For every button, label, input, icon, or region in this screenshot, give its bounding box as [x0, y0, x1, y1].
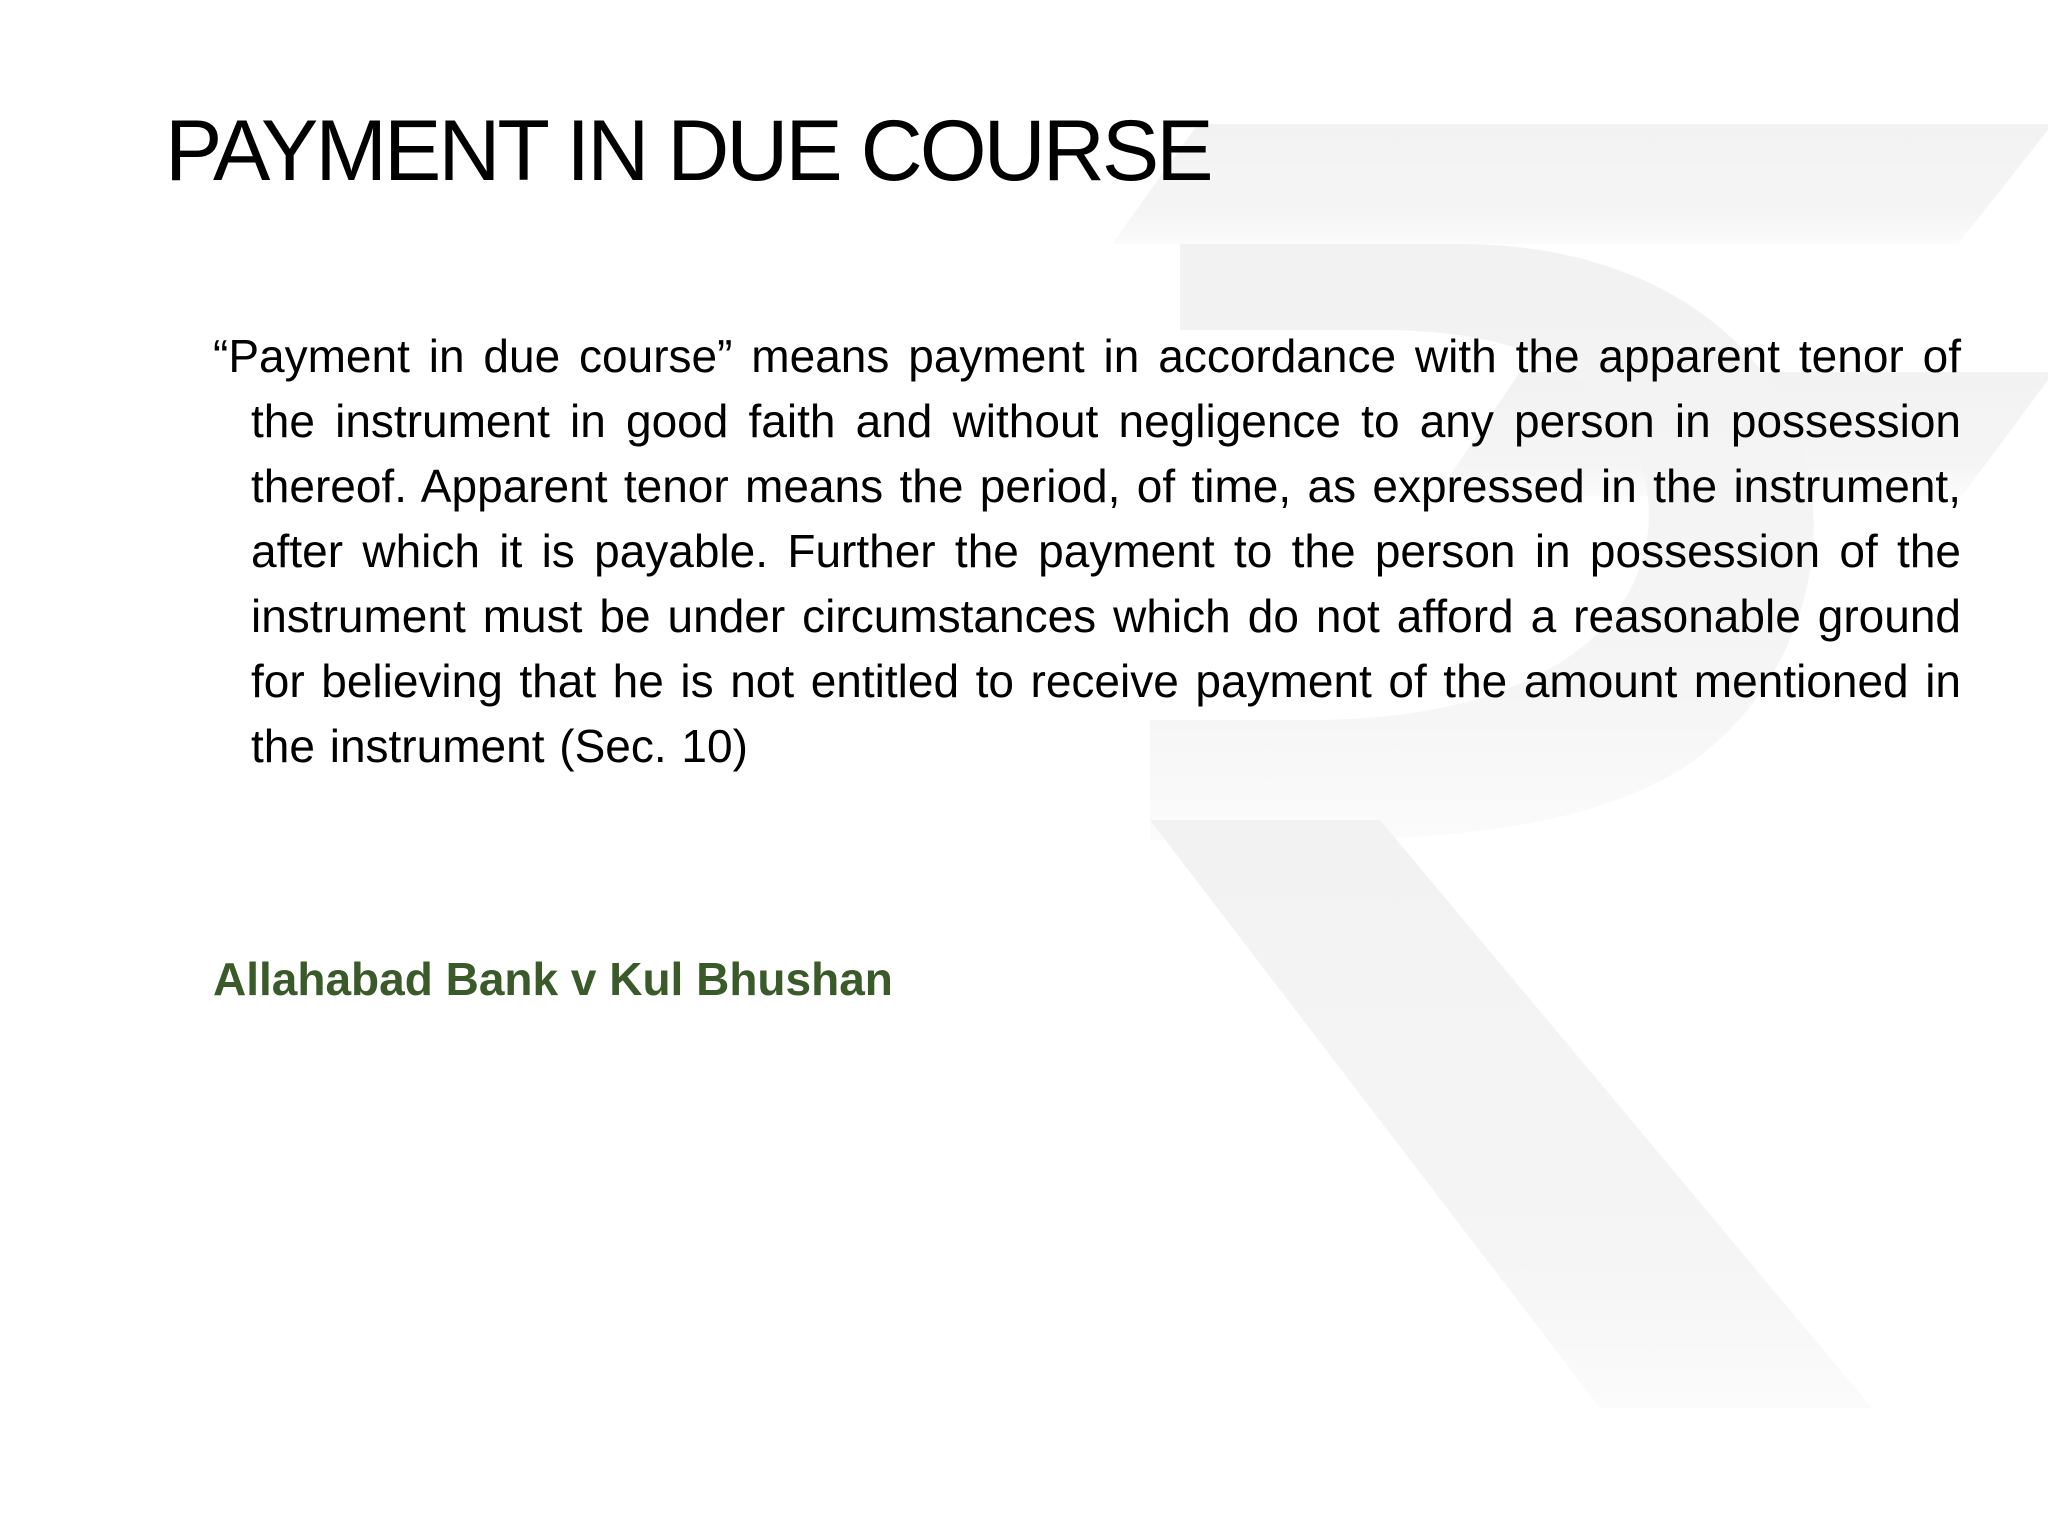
slide-title: PAYMENT IN DUE COURSE: [165, 103, 1211, 199]
rupee-top-bar: [1112, 124, 2048, 244]
rupee-diagonal-leg: [1150, 820, 1872, 1408]
case-reference: Allahabad Bank v Kul Bhushan: [213, 953, 893, 1005]
definition-paragraph: “Payment in due course” means payment in accordance with the apparent tenor of the instrument in good faith and without negligence to any person in possession thereof. Apparent tenor means the period, of time, as expressed in the instrument, after which it is payable. Further the payment to the person in possession of the instrument must be under circumstances which do not afford a reasonable ground for believing that he is not entitled to receive payment of the amount mentioned in the instrument (Sec. 10): [213, 330, 1961, 772]
